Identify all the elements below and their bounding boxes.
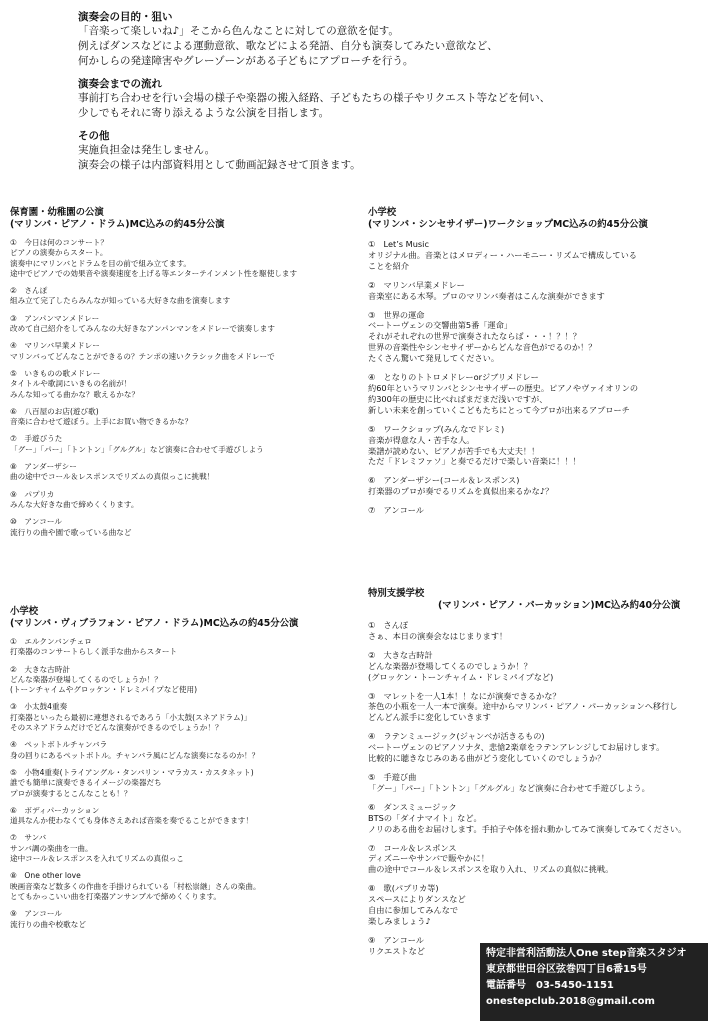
program-item-title: ⑤ 手遊び曲 (368, 771, 417, 782)
program-item (368, 620, 708, 642)
program-item-title: ② マリンバ早業メドレー (368, 279, 465, 290)
intro-line: 何かしらの発達障害やグレーゾーンがある子どもにアプローチを行う。 (78, 55, 414, 67)
program-item-desc: 改めて自己紹介をしてみんなの大好きなアンパンマンをメドレーで演奏します (10, 324, 275, 334)
program-item (368, 802, 708, 835)
program-item-title: ④ マリンバ早業メドレー (10, 341, 100, 351)
program-item-title: ⑦ アンコール (368, 505, 424, 516)
program-item-title: ① 今日は何のコンサート？ (10, 238, 108, 247)
program-item (368, 505, 708, 516)
program-item (10, 833, 350, 864)
program-item (10, 517, 350, 538)
program-item (10, 806, 350, 827)
program-item-desc: 打楽器といったら最初に連想されるであろう「小太鼓(スネアドラム)」 (10, 712, 252, 722)
program-item-title: ⑨ アンコール (368, 934, 424, 945)
program-item-title: ⑤ いきものの歌メドレー (10, 368, 101, 378)
program-item-desc: タイトルや歌詞にいきもの名前が！ (10, 379, 132, 389)
program-item-desc: どんな楽器が登場してくるのでしょうか！？ (368, 660, 532, 671)
program-item-title: ⑦ 手遊びうた (10, 434, 63, 444)
program-item-title: ⑥ アンダーザシー(コール＆レスポンス) (368, 475, 520, 486)
elementary-program-b (368, 207, 708, 516)
contact-box (480, 943, 708, 1021)
nursery-program (10, 207, 350, 538)
program-item-title: ⑤ 小物4重奏(トライアングル・タンバリン・マラカス・カスタネット) (10, 767, 254, 777)
program-item-desc: みんな知ってる曲かな？歌えるかな？ (10, 389, 140, 399)
program-item-title: ⑨ アンコール (10, 909, 62, 919)
program-item-title: ⑧ One other love (10, 871, 81, 881)
intro-line: 少しでもそれに寄り添えるような公演を目指します。 (78, 107, 330, 119)
program-item-desc: 流行りの曲や園で歌っている曲など (10, 527, 132, 537)
program-item-desc: スペースによりダンスなど (368, 894, 466, 905)
section-subtitle: (マリンバ・ピアノ・ドラム)MC込みの約45分公演 (10, 219, 225, 230)
program-item-desc: 誰でも簡単に演奏できるイメージの楽器だち (10, 778, 162, 788)
program-item-title: ② 大きな古時計 (368, 649, 433, 660)
program-item-desc: ベートーヴェンの交響曲第5番「運命」 (368, 320, 513, 331)
program-item-title: ④ ペットボトルチャンバラ (10, 740, 108, 750)
program-item-desc: たくさん驚いて発見してください。 (368, 353, 500, 364)
program-item-desc: 約300年の歴史に比べればまだまだ浅いですが、 (368, 393, 548, 404)
program-item (368, 650, 708, 683)
program-item-desc: サンバ調の楽曲を一曲。 (10, 843, 93, 853)
program-item-title: ⑦ サンバ (10, 833, 47, 843)
program-item-desc: 曲の途中でコール＆レスポンスでリズムの真似っこに挑戦！ (10, 472, 215, 482)
program-item-title: ⑥ 八百屋のお店(遊び歌) (10, 406, 99, 416)
program-item (10, 314, 350, 335)
program-item-desc: 音楽が得意な人・苦手な人。 (368, 434, 475, 445)
program-item (368, 280, 708, 302)
elementary-program-a (10, 606, 350, 930)
program-item-desc: 楽しみましょう♪ (368, 915, 431, 926)
program-item (10, 462, 350, 483)
program-item-title: ⑥ ダンスミュージック (368, 801, 457, 812)
program-item (368, 310, 708, 365)
program-item-desc: オリジナル曲。音楽とはメロディー・ハーモニー・リズムで構成している (368, 249, 637, 260)
program-item-desc: BTSの「ダイナマイト」など。 (368, 812, 482, 823)
special-needs-program (368, 588, 708, 957)
program-item-desc: ディズニーやサンバで賑やかに！ (368, 853, 490, 864)
email-address: onestepclub.2018@gmail.com (486, 996, 655, 1007)
program-item-desc: さぁ、本日の演奏会なはじまります！ (368, 630, 508, 641)
program-item-desc: 道具なんか使わなくても身体さえあれば音楽を奏でることができます！ (10, 816, 253, 826)
org-name: 特定非営利活動法人One step音楽スタジオ (486, 948, 687, 959)
program-item (368, 843, 708, 876)
program-item-desc: 新しい未来を創っていくこどもたちにとって今プロが出来るアプローチ (368, 404, 630, 415)
section-subtitle: (マリンバ・ピアノ・パーカッション)MC込み約40分公演 (438, 600, 681, 611)
program-item-title: ⑦ コール＆レスポンス (368, 842, 457, 853)
program-item-desc: (トーンチャイムやグロッケン・ドレミパイプなど使用) (10, 685, 198, 695)
program-item-desc: ただ「ドレミファソ」と奏でるだけで楽しい音楽に！！！ (368, 456, 581, 467)
program-item-desc: マリンバってどんなことができるの？テンポの速いクラシック曲をメドレーで (10, 351, 275, 361)
program-item (10, 286, 350, 307)
intro-line: 実施負担金は発生しません。 (78, 144, 216, 156)
program-item (368, 372, 708, 416)
program-item-title: ③ マレットを一人1本！！なにが演奏できるかな？ (368, 690, 561, 701)
program-item (10, 665, 350, 696)
program-item (368, 475, 708, 497)
program-item-title: ② 大きな古時計 (10, 664, 70, 674)
program-item-desc: 演奏中にマリンバとドラムを目の前で組み立てます。 (10, 258, 192, 268)
program-item-desc: 組み立て完了したらみんなが知っている大好きな曲を演奏します (10, 296, 231, 306)
program-item-title: ④ ラテンミュージック(ジャンベが活きるもの) (368, 731, 545, 742)
program-item-title: ④ となりのトトロメドレーorジブリメドレー (368, 372, 539, 383)
program-item-title: ⑨ パプリカ (10, 489, 55, 499)
program-item-desc: 自由に参加してみんなで (368, 905, 459, 916)
program-item-title: ⑧ 歌(パプリカ等) (368, 883, 439, 894)
program-item-desc: どんな楽器が登場してくるのでしょうか！？ (10, 674, 162, 684)
program-item-desc: プロが演奏するとこんなことも！？ (10, 788, 132, 798)
program-item-desc: 楽譜が読めない、ピアノが苦手でも大丈夫！！ (368, 445, 540, 456)
program-item (10, 434, 350, 455)
program-item (10, 909, 350, 930)
section-title: 特別支援学校 (368, 588, 425, 599)
program-item (368, 239, 708, 272)
program-item-desc: ピアノの演奏からスタート。 (10, 248, 108, 258)
program-item-desc: ノリのある曲をお届けします。手拍子や体を揺れ動かしてみて演奏してみてください。 (368, 823, 687, 834)
program-item-desc: とてもかっこいい曲を打楽器アンサンブルで締めくくります。 (10, 891, 222, 901)
program-item (10, 490, 350, 511)
program-item (10, 702, 350, 733)
section-title: 小学校 (368, 207, 397, 218)
intro-line: 演奏会の様子は内部資料用として動画記録させて頂きます。 (78, 159, 361, 171)
intro-line: 例えばダンスなどによる運動意欲、歌などによる発語、自分も演奏してみたい意欲など、 (78, 40, 498, 52)
program-item-desc: 「グー」「パー」「トントン」「グルグル」など演奏に合わせて手遊びしよう (10, 444, 264, 454)
address: 東京都世田谷区弦巻四丁目6番15号 (486, 964, 647, 975)
intro-line: 「音楽って楽しいね♪」そこから色んなことに対しての意欲を促す。 (78, 25, 399, 37)
program-item-desc: 比較的に聴きなじみのある曲がどう変化していくのでしょうか？ (368, 753, 606, 764)
program-item-desc: 流行りの曲や校歌など (10, 919, 86, 929)
program-item-desc: (グロッケン・トーンチャイム・ドレミパイプなど) (368, 671, 554, 682)
program-item-desc: そのスネアドラムだけでどんな演奏ができるのでしょうか！？ (10, 723, 223, 733)
program-item-desc: ベートーヴェンのピアノソナタ、悲愴2楽章をラテンアレンジしてお届けします。 (368, 742, 665, 753)
program-item-desc: どんどん派手に変化していきます (368, 712, 491, 723)
program-item-desc: 茶色の小瓶を一人一本で演奏。途中からマリンバ・ピアノ・パーカッションへ移行し (368, 701, 678, 712)
program-item-desc: 打楽器のプロが奏でるリズムを真似出来るかな♪？ (368, 486, 554, 497)
program-item (368, 883, 708, 927)
section-title: 小学校 (10, 606, 39, 617)
program-item-title: ③ アンパンマンメドレー (10, 313, 100, 323)
program-item-title: ⑩ アンコール (10, 517, 62, 527)
program-item-desc: リクエストなど (368, 945, 425, 956)
program-item-title: ⑧ アンダーザシー (10, 462, 77, 472)
program-item (10, 768, 350, 799)
program-item-desc: 音楽に合わせて遊ぼう。上手にお買い物できるかな？ (10, 417, 193, 427)
program-item-desc: 身の回りにあるペットボトル。チャンバラ風にどんな演奏になるのか！？ (10, 750, 260, 760)
program-item (10, 341, 350, 362)
program-item-title: ① エルクンバンチェロ (10, 637, 92, 646)
program-item (10, 369, 350, 400)
program-item (368, 772, 708, 794)
intro-heading: 演奏会までの流れ (78, 78, 162, 90)
program-item-desc: 映画音楽など数多くの作曲を手掛けられている「村松崇継」さんの楽曲。 (10, 881, 261, 891)
program-item-desc: 打楽器のコンサートらしく派手な曲からスタート (10, 647, 178, 657)
program-item (368, 691, 708, 724)
program-item (10, 871, 350, 902)
program-item (10, 407, 350, 428)
program-item-desc: ことを紹介 (368, 260, 409, 271)
program-item-desc: 途中コール＆レスポンスを入れてリズムの真似っこ (10, 854, 184, 864)
program-item-desc: 世界の音楽性やシンセサイザーからどんな音色がでるのか！？ (368, 342, 597, 353)
program-item-title: ③ 小太鼓4重奏 (10, 702, 68, 712)
program-item-desc: 曲の途中でコール＆レスポンスを取り入れ、リズムの真似に挑戦。 (368, 864, 614, 875)
intro-section (78, 10, 698, 173)
intro-line: 事前打ち合わせを行い会場の様子や楽器の搬入経路、子どもたちの様子やリクエスト等などを伺い、 (78, 92, 551, 104)
program-item-desc: 音楽室にある木琴。プロのマリンバ奏者はこんな演奏ができます (368, 290, 605, 301)
program-item-title: ② さんぽ (10, 286, 48, 296)
phone-number: 電話番号 03-5450-1151 (486, 980, 614, 991)
program-item-title: ① さんぽ (368, 620, 409, 630)
program-item (368, 424, 708, 468)
program-item (10, 637, 350, 658)
intro-heading: 演奏会の目的・狙い (78, 11, 173, 23)
program-item-desc: 「グー」「パー」「トントン」「グルグル」など演奏に合わせて手遊びしよう。 (368, 782, 650, 793)
program-item-title: ⑥ ボディパーカッション (10, 805, 100, 815)
program-item (10, 740, 350, 761)
section-subtitle: (マリンバ・シンセサイザー)ワークショップMC込みの約45分公演 (368, 219, 648, 230)
program-item (368, 731, 708, 764)
program-item (10, 238, 350, 279)
section-subtitle: (マリンバ・ヴィブラフォン・ピアノ・ドラム)MC込みの約45分公演 (10, 618, 299, 629)
program-item-desc: 約60年というマリンバとシンセサイザーの歴史。ピアノやヴァイオリンの (368, 382, 639, 393)
program-item-title: ① Let’s Music (368, 239, 429, 249)
program-item-desc: みんな大好きな曲で締めくくります。 (10, 499, 139, 509)
program-item-desc: 途中でピアノでの効果音や演奏速度を上げる等エンターテインメント性を駆使します (10, 268, 298, 278)
intro-heading: その他 (78, 130, 110, 142)
program-item-desc: それがそれぞれの世界で演奏されたならば・・・！？！？ (368, 331, 581, 342)
program-item-title: ③ 世界の運命 (368, 309, 425, 320)
program-item-title: ⑤ ワークショップ(みんなでドレミ) (368, 423, 505, 434)
section-title: 保育園・幼稚園の公演 (10, 207, 104, 218)
